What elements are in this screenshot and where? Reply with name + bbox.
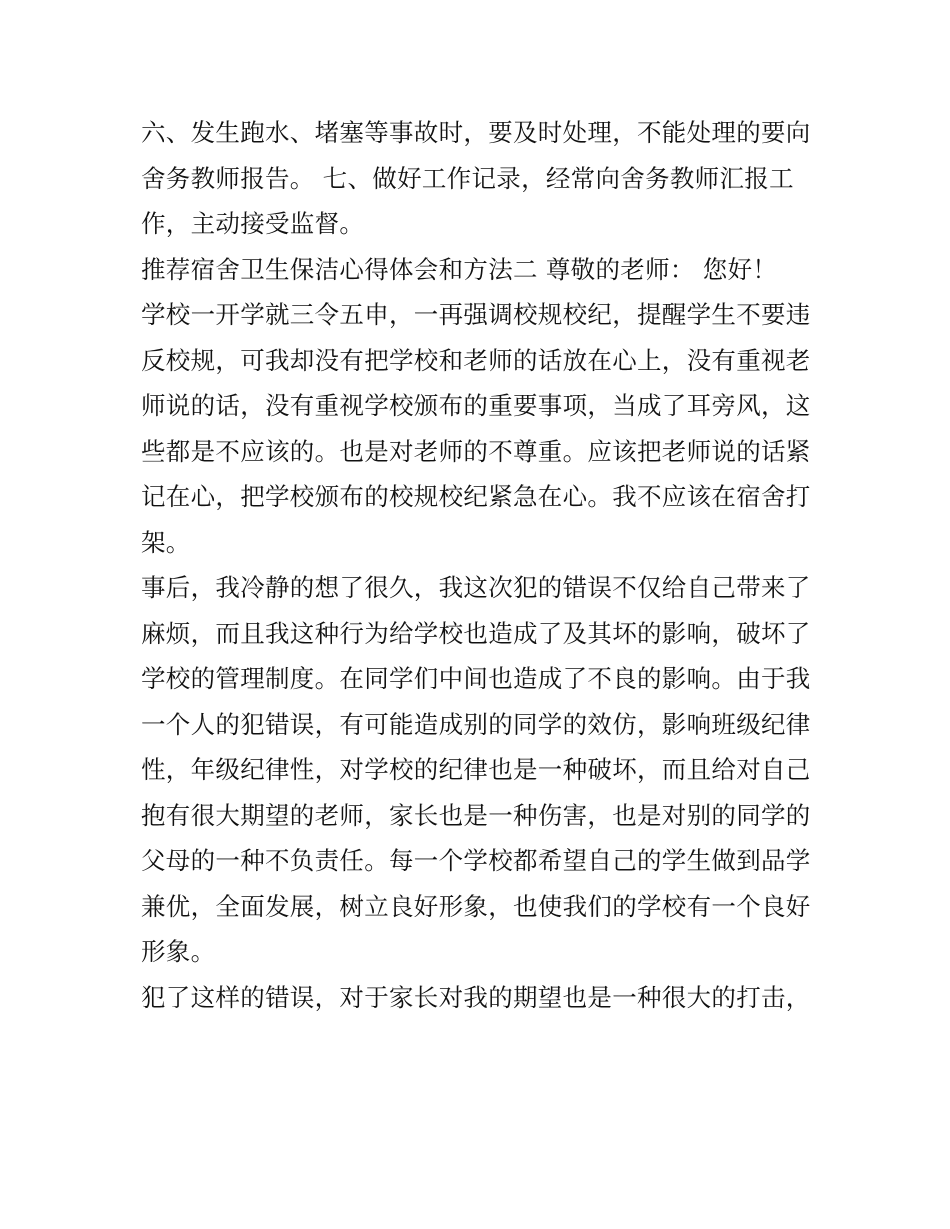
paragraph-dormitory-rules: 六、发生跑水、堵塞等事故时，要及时处理，不能处理的要向舍务教师报告。 七、做好工作记录，经常向舍务教师汇报工作，主动接受监督。	[141, 118, 811, 238]
paragraph-reflection: 事后，我冷静的想了很久，我这次犯的错误不仅给自己带来了麻烦，而且我这种行为给学校也造成了及其坏的影响，破坏了学校的管理制度。在同学们中间也造成了不良的影响。由于我一个人的犯错误，有可能造成别的同学的效仿，影响班级纪律性，年级纪律性，对学校的纪律也是一种破坏，而且给对自己抱有很大期望的老师，家长也是一种伤害，也是对别的同学的父母的一种不负责任。每一个学校都希望自己的学生做到品学兼优，全面发展，树立良好形象，也使我们的学校有一个良好形象。	[141, 573, 811, 966]
paragraph-parents-expectation: 犯了这样的错误，对于家长对我的期望也是一种很大的打击，	[141, 982, 811, 1012]
paragraph-heading-salutation: 推荐宿舍卫生保洁心得体会和方法二 尊敬的老师： 您好！	[141, 254, 778, 284]
paragraph-school-rules: 学校一开学就三令五申，一再强调校规校纪，提醒学生不要违反校规，可我却没有把学校和老师的话放在心上，没有重视老师说的话，没有重视学校颁布的重要事项，当成了耳旁风，这些都是不应该的。也是对老师的不尊重。应该把老师说的话紧记在心，把学校颁布的校规校纪紧急在心。我不应该在宿舍打架。	[141, 300, 811, 557]
document-body	[141, 110, 821, 1020]
